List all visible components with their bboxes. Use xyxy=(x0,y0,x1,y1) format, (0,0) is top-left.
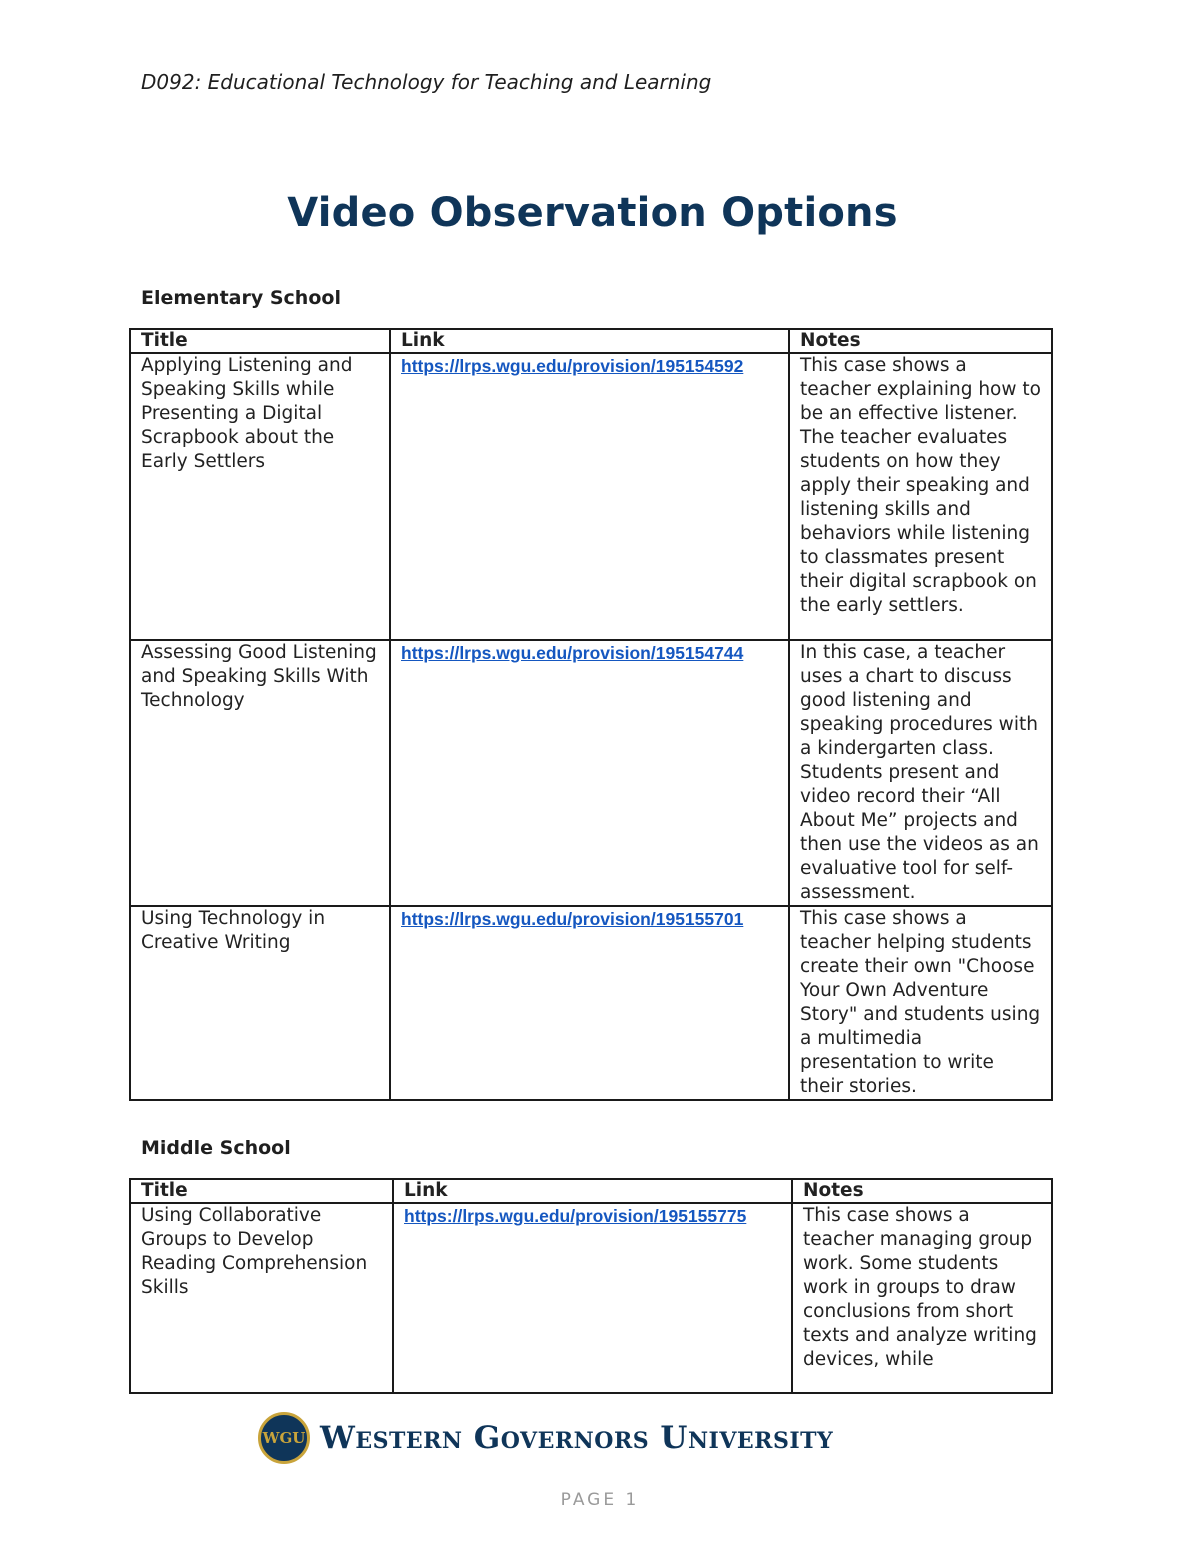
column-header-title: Title xyxy=(130,1179,393,1203)
video-link[interactable]: https://lrps.wgu.edu/provision/195155775 xyxy=(404,1206,747,1226)
table-row xyxy=(130,353,1052,640)
row-title: Using Technology in Creative Writing xyxy=(130,906,390,1100)
row-link-cell xyxy=(390,640,789,906)
video-link[interactable]: https://lrps.wgu.edu/provision/195155701 xyxy=(401,909,744,929)
column-header-notes: Notes xyxy=(789,329,1052,353)
row-link-cell xyxy=(390,353,789,640)
row-title: Assessing Good Listening and Speaking Skills With Technology xyxy=(130,640,390,906)
row-notes: This case shows a teacher explaining how to be an effective listener. The teacher evaluates students on how they apply their speaking and listening skills and behaviors while listening to classmates present their digital scrapbook on the early settlers. xyxy=(789,353,1052,640)
table-header-row xyxy=(130,329,1052,353)
row-title: Applying Listening and Speaking Skills while Presenting a Digital Scrapbook about the Early Settlers xyxy=(130,353,390,640)
university-wordmark: Western Governors University xyxy=(320,1420,834,1456)
table-row xyxy=(130,1203,1052,1393)
university-seal-icon: WGU xyxy=(258,1412,310,1464)
wgu-logo xyxy=(258,1412,833,1464)
page-number: PAGE 1 xyxy=(560,1490,640,1510)
column-header-link: Link xyxy=(393,1179,792,1203)
row-notes: This case shows a teacher managing group work. Some students work in groups to draw conclusions from short texts and analyze writing devices, while xyxy=(792,1203,1052,1393)
middle-school-table xyxy=(129,1178,1053,1394)
row-link-cell xyxy=(393,1203,792,1393)
row-notes: In this case, a teacher uses a chart to discuss good listening and speaking procedures with a kindergarten class. Students present and video record their “All About Me” projects and then use the videos as an evaluative tool for self-assessment. xyxy=(789,640,1052,906)
page-title: Video Observation Options xyxy=(287,190,898,236)
course-header: D092: Educational Technology for Teaching and Learning xyxy=(141,70,712,94)
video-link[interactable]: https://lrps.wgu.edu/provision/195154744 xyxy=(401,643,744,663)
elementary-table xyxy=(129,328,1053,1101)
video-link[interactable]: https://lrps.wgu.edu/provision/195154592 xyxy=(401,356,744,376)
table-row xyxy=(130,906,1052,1100)
row-notes: This case shows a teacher helping students create their own "Choose Your Own Adventure Story" and students using a multimedia presentation to write their stories. xyxy=(789,906,1052,1100)
section-heading-elementary: Elementary School xyxy=(141,287,341,309)
section-heading-middle: Middle School xyxy=(141,1137,291,1159)
row-title: Using Collaborative Groups to Develop Reading Comprehension Skills xyxy=(130,1203,393,1393)
column-header-title: Title xyxy=(130,329,390,353)
column-header-notes: Notes xyxy=(792,1179,1052,1203)
table-row xyxy=(130,640,1052,906)
table-header-row xyxy=(130,1179,1052,1203)
column-header-link: Link xyxy=(390,329,789,353)
row-link-cell xyxy=(390,906,789,1100)
